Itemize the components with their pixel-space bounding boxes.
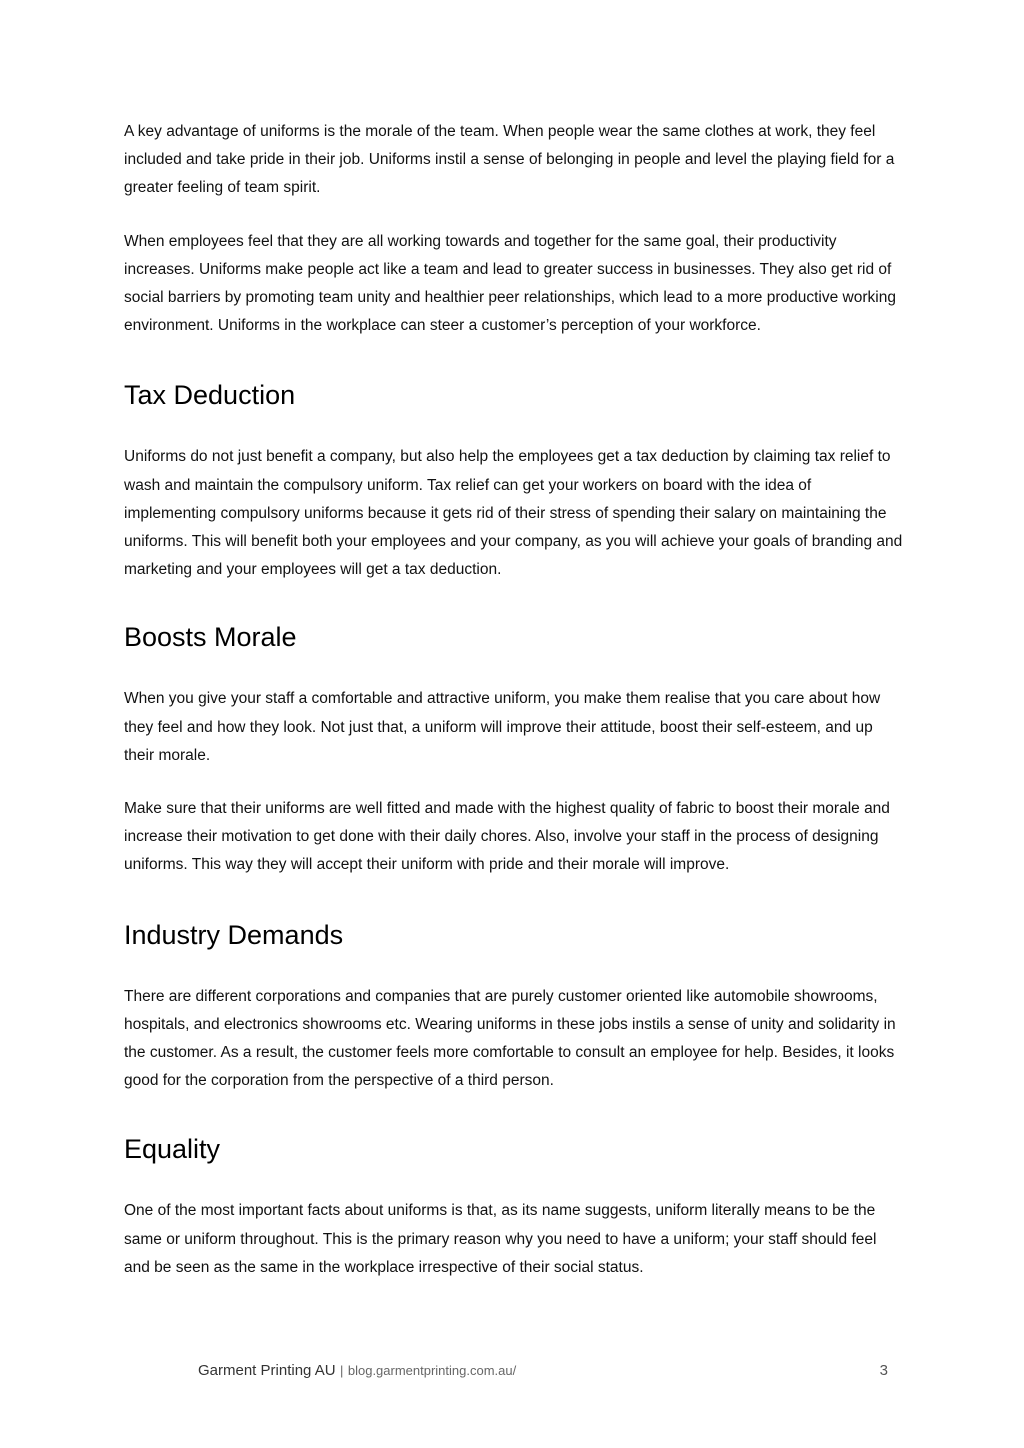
section-heading-tax-deduction: Tax Deduction [124, 380, 296, 411]
tax-deduction-paragraph-1: Uniforms do not just benefit a company, but also help the employees get a tax deduction by claiming tax relief to wash and maintain the compulsory uniform. Tax relief can get your workers on board with the idea of implementing compulsory uniforms because it gets rid of their stress of spending their salary on maintaining the uniforms. This will benefit both your employees and your company, as you will achieve your goals of branding and marketing and your employees will get a tax deduction. [124, 448, 903, 579]
intro-paragraph-2: When employees feel that they are all working towards and together for the same goal, their productivity increases. Uniforms make people act like a team and lead to greater success in businesses. They also get rid of social barriers by promoting team unity and healthier peer relationships, which lead to a more productive working environment. Uniforms in the workplace can steer a customer’s perception of your workforce. [124, 232, 896, 335]
document-body [124, 118, 904, 1282]
section-heading-industry-demands: Industry Demands [124, 919, 344, 950]
section-boosts-morale [124, 620, 904, 879]
boosts-morale-paragraph-1: When you give your staff a comfortable and attractive uniform, you make them realise that you care about how they feel and how they look. Not just that, a uniform will improve their attitude, boost their self-esteem, and up their morale. [124, 690, 881, 764]
section-heading-boosts-morale: Boosts Morale [124, 622, 297, 653]
section-equality [124, 1132, 904, 1282]
equality-paragraph-1: One of the most important facts about uniforms is that, as its name suggests, uniform literally means to be the same or uniform throughout. This is the primary reason why you need to have a uniform; your staff should feel and be seen as the same in the workplace irrespective of their social status. [124, 1202, 877, 1276]
section-industry-demands [124, 918, 904, 1096]
footer-separator: | [340, 1363, 344, 1378]
section-heading-equality: Equality [124, 1134, 221, 1165]
page-number: 3 [879, 1362, 888, 1379]
intro-paragraph-1: A key advantage of uniforms is the morale of the team. When people wear the same clothes at work, they feel included and take pride in their job. Uniforms instil a sense of belonging in people and level the playing field for a greater feeling of team spirit. [124, 123, 895, 197]
industry-demands-paragraph-1: There are different corporations and companies that are purely customer oriented like automobile showrooms, hospitals, and electronics showrooms etc. Wearing uniforms in these jobs instils a sense of unity and solidarity in the customer. As a result, the customer feels more comfortable to consult an employee for help. Besides, it looks good for the corporation from the perspective of a third person. [124, 987, 896, 1090]
footer-brand: Garment Printing AU [198, 1362, 336, 1379]
section-tax-deduction [124, 378, 904, 584]
page-footer [198, 1362, 888, 1386]
footer-url: blog.garmentprinting.com.au/ [347, 1363, 517, 1378]
boosts-morale-paragraph-2: Make sure that their uniforms are well fitted and made with the highest quality of fabric to boost their morale and increase their motivation to get done with their daily chores. Also, involve your staff in the process of designing uniforms. This way they will accept their uniform with pride and their morale will improve. [124, 800, 890, 874]
